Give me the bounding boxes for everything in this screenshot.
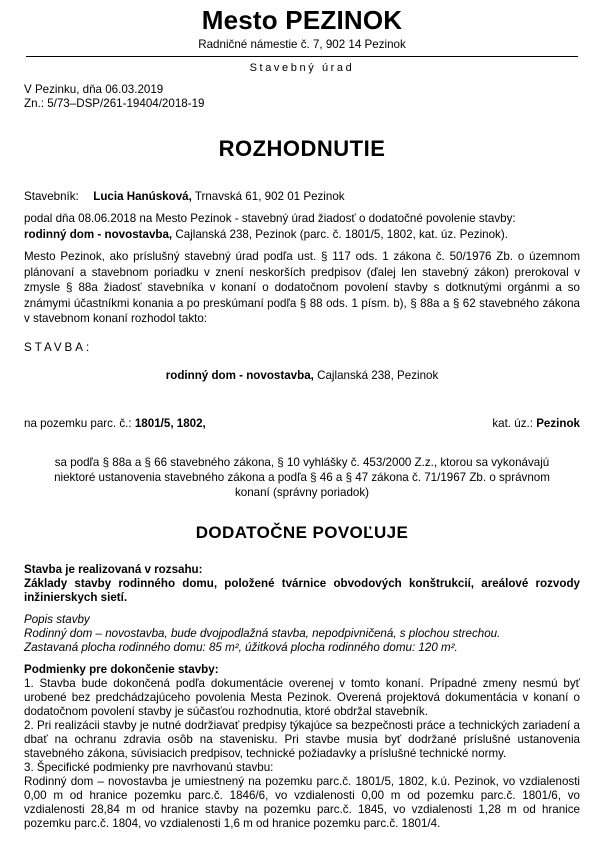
- application-text: podal dňa 08.06.2018 na Mesto Pezinok - stavebný úrad žiadosť o dodatočné povolenie stavby:: [24, 212, 516, 225]
- condition-3-text: Rodinný dom – novostavba je umiestnený na pozemku parc.č. 1801/5, 1802, k.ú. Pezinok, vo vzdialenosti 0,00 m od hranice pozemku parc.č. 1846/6, vo vzdialenosti 0,00 m od pozemku parc.č. 1801/6, vo vzdialenosti 28,84 m od hranice stavby na pozemku parc.č. 1845, vo vzdialenosti 1,28 m od hranice pozemku parc.č. 1804, vo vzdialenosti 1,6 m od hranice pozemku parc.č. 1801/4.: [24, 774, 580, 830]
- reference-number: Zn.: 5/73–DSP/261-19404/2018-19: [24, 97, 205, 110]
- decision-document: [24, 0, 580, 831]
- description-line-1: Rodinný dom – novostavba, bude dvojpodlažná stavba, nepodpivničená, s plochou strechou.: [24, 626, 501, 640]
- cadastral-label: kat. úz.:: [492, 416, 533, 430]
- municipality-address: Radničné námestie č. 7, 902 14 Pezinok: [198, 38, 406, 51]
- stavba-line: [24, 368, 580, 384]
- parcel-value: 1801/5, 1802,: [134, 416, 206, 430]
- cadastral-value: Pezinok: [536, 416, 580, 430]
- stavba-label: STAVBA:: [24, 340, 93, 354]
- builder-address: Trnavská 61, 902 01 Pezinok: [194, 189, 345, 203]
- building-description: [24, 613, 580, 655]
- parcel-label: na pozemku parc. č.:: [24, 416, 132, 430]
- condition-2: 2. Pri realizácii stavby je nutné dodržiavať predpisy týkajúce sa bezpečnosti práce a technických zariadení a dbať na ochranu zdravia osôb na stavenisku. Pri stavbe musia byť dodržané príslušné ustanovenia stavebného zákona, súvisiacich predpisov, technické požiadavky a príslušné technické normy.: [24, 718, 580, 760]
- parcel-numbers: [24, 416, 206, 432]
- application-location: Cajlanská 238, Pezinok (parc. č. 1801/5, 1802, kat. úz. Pezinok).: [175, 227, 508, 241]
- description-line-2: Zastavaná plocha rodinného domu: 85 m², úžitková plocha rodinného domu: 120 m².: [24, 640, 458, 654]
- application-paragraph: [24, 211, 580, 242]
- builder-label: Stavebník:: [24, 189, 79, 203]
- municipality-title: Mesto PEZINOK: [201, 5, 403, 35]
- application-building: rodinný dom - novostavba,: [24, 227, 173, 241]
- stavba-name: rodinný dom - novostavba,: [165, 369, 314, 382]
- parcel-line: [24, 416, 580, 432]
- cadastral-area: [492, 416, 580, 432]
- builder-name: Lucia Hanúsková,: [93, 189, 192, 203]
- document-meta: [24, 83, 580, 112]
- document-title: ROZHODNUTIE: [218, 135, 386, 161]
- office-name: Stavebný úrad: [249, 62, 355, 74]
- scope-heading: Stavba je realizovaná v rozsahu:: [24, 562, 203, 576]
- builder-line: [24, 189, 580, 205]
- condition-3: 3. Špecifické podmienky pre navrhovanú stavbu:: [24, 760, 274, 774]
- stavba-address: Cajlanská 238, Pezinok: [317, 369, 439, 382]
- condition-1: 1. Stavba bude dokončená podľa dokumentácie overenej v tomto konaní. Prípadné zmeny nesmú byť urobené bez predchádzajúceho povolenia Mesta Pezinok. Overená projektová dokumentácia v konaní o dodatočnom povolení stavby je súčasťou rozhodnutia, ktoré obdržal stavebník.: [24, 676, 580, 718]
- description-heading: Popis stavby: [24, 612, 90, 626]
- conditions-heading: Podmienky pre dokončenie stavby:: [24, 662, 219, 676]
- authority-paragraph: Mesto Pezinok, ako príslušný stavebný úrad podľa ust. § 117 ods. 1 zákona č. 50/1976 Zb. o územnom plánovaní a stavebnom poriadku v znení neskorších predpisov (ďalej len stavebný zákon) prerokoval v zmysle § 88a žiadosť stavebníka v konaní o dodatočnom povolení stavby s dotknutými orgánmi a so známymi účastníkmi konania a po preskúmaní podľa § 88 ods. 1 písm. b), § 88a a § 62 stavebného zákona v stavebnom konaní rozhodol takto:: [24, 250, 580, 325]
- header-divider: [26, 56, 578, 57]
- decision-verdict: DODATOČNE POVOĽUJE: [195, 523, 409, 542]
- scope-text: Základy stavby rodinného domu, položené tvárnice obvodových konštrukcií, areálové rozvody inžinierskych sietí.: [24, 576, 580, 604]
- legal-basis: sa podľa § 88a a § 66 stavebného zákona, § 10 vyhlášky č. 453/2000 Z.z., ktorou sa vykonávajú niektoré ustanovenia stavebného zákona a podľa § 46 a § 47 zákona č. 71/1967 Zb. o správnom konaní (správny poriadok): [54, 456, 550, 499]
- place-date: V Pezinku, dňa 06.03.2019: [24, 82, 164, 96]
